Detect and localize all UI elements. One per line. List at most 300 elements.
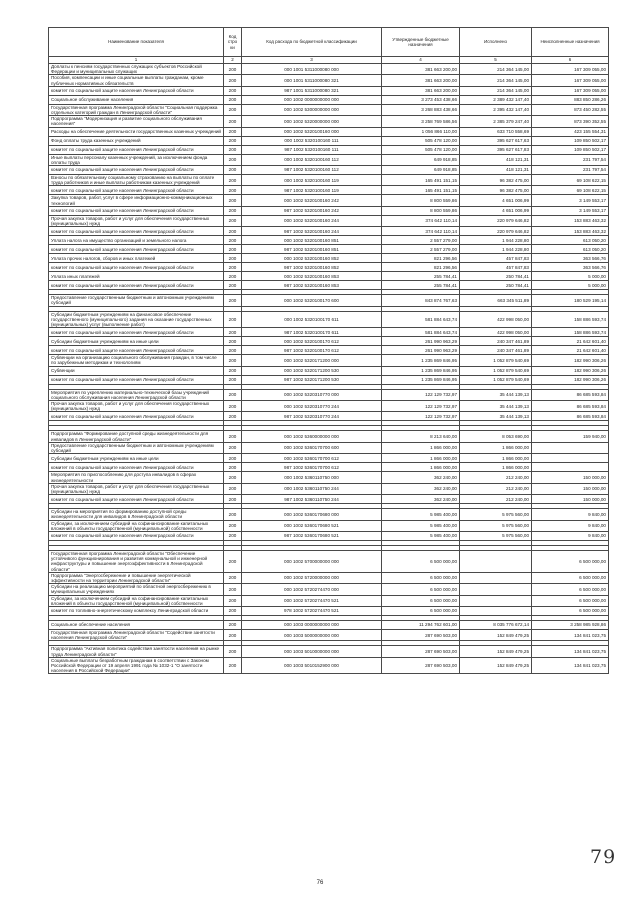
row-name: комитет по социальной защите населения Ленинградской области — [49, 145, 224, 154]
header-approved: Утвержденные бюджетные назначения — [382, 28, 460, 57]
row-line-code: 200 — [224, 166, 242, 175]
row-line-code: 200 — [224, 186, 242, 195]
row-executed: 395 627 617,63 — [460, 136, 532, 145]
row-unexecuted: 9 840,00 — [532, 509, 609, 520]
row-executed: 457 847,83 — [460, 263, 532, 272]
table-row — [49, 355, 609, 366]
column-number-row — [49, 57, 609, 64]
row-classification-code: 000 1002 5360170680 521 — [242, 520, 382, 531]
row-name: комитет по социальной защите населения Ленинградской области — [49, 495, 224, 504]
row-approved: 1 235 869 846,95 — [382, 366, 460, 375]
row-unexecuted: 109 850 502,17 — [532, 136, 609, 145]
row-name: Предоставление государственным бюджетным и автономным учреждениям субсидий — [49, 295, 224, 306]
row-classification-code: 000 1002 5320100170 600 — [242, 295, 382, 306]
row-name: комитет по социальной защите населения Ленинградской области — [49, 412, 224, 421]
row-line-code: 200 — [224, 195, 242, 206]
row-classification-code: 000 1002 5320171200 000 — [242, 355, 382, 366]
row-unexecuted: 182 990 306,26 — [532, 375, 609, 384]
row-name: Расходы на обеспечение деятельности государственных казенных учреждений — [49, 127, 224, 136]
table-row — [49, 175, 609, 186]
row-executed: 214 364 145,00 — [460, 86, 532, 95]
row-executed: 1 052 879 540,69 — [460, 375, 532, 384]
table-row — [49, 520, 609, 531]
row-line-code: 200 — [224, 136, 242, 145]
row-approved: 8 800 559,86 — [382, 195, 460, 206]
row-approved: 261 990 963,29 — [382, 346, 460, 355]
row-unexecuted: 6 500 000,00 — [532, 595, 609, 606]
row-line-code: 200 — [224, 401, 242, 412]
row-classification-code: 987 1002 5320100160 853 — [242, 281, 382, 290]
row-line-code: 200 — [224, 629, 242, 640]
row-line-code: 200 — [224, 86, 242, 95]
row-approved: 165 491 151,15 — [382, 175, 460, 186]
row-approved: 1 235 869 846,95 — [382, 375, 460, 384]
row-approved: 362 240,00 — [382, 495, 460, 504]
row-unexecuted: 3 149 553,17 — [532, 206, 609, 215]
row-approved: 2 557 279,00 — [382, 236, 460, 245]
row-line-code: 200 — [224, 355, 242, 366]
row-unexecuted: 231 797,54 — [532, 154, 609, 165]
row-name: Подпрограмма "Энергосбережение и повышение энергетической эффективности на территории Ленинградской области" — [49, 572, 224, 583]
header-unexecuted: Неисполненные назначения — [532, 28, 609, 57]
table-row — [49, 227, 609, 236]
row-line-code: 200 — [224, 509, 242, 520]
row-unexecuted: 5 000,00 — [532, 272, 609, 281]
row-approved: 287 690 503,00 — [382, 657, 460, 674]
row-name: Субсидии бюджетным учреждениям на иные цели — [49, 454, 224, 463]
row-name: Субвенции — [49, 366, 224, 375]
table-row — [49, 328, 609, 337]
table-row — [49, 186, 609, 195]
row-unexecuted: 613 050,20 — [532, 245, 609, 254]
row-classification-code: 987 1002 5320100160 111 — [242, 145, 382, 154]
row-line-code: 200 — [224, 263, 242, 272]
row-name: комитет по социальной защите населения Ленинградской области — [49, 346, 224, 355]
row-classification-code: 987 1002 5360170700 612 — [242, 463, 382, 472]
table-row — [49, 463, 609, 472]
row-classification-code: 987 1002 5320100160 242 — [242, 206, 382, 215]
row-approved: 261 990 963,29 — [382, 337, 460, 346]
row-unexecuted: 134 841 023,75 — [532, 657, 609, 674]
row-approved: 505 478 120,00 — [382, 145, 460, 154]
table-row — [49, 366, 609, 375]
row-approved: 1 866 000,00 — [382, 463, 460, 472]
row-line-code: 200 — [224, 657, 242, 674]
row-classification-code: 000 1002 5320100160 852 — [242, 254, 382, 263]
row-line-code: 200 — [224, 311, 242, 328]
row-classification-code: 000 1002 5320310770 244 — [242, 401, 382, 412]
row-unexecuted: 6 500 000,00 — [532, 550, 609, 572]
row-line-code: 200 — [224, 463, 242, 472]
row-unexecuted: 109 850 502,17 — [532, 145, 609, 154]
row-approved: 1 866 000,00 — [382, 442, 460, 453]
row-executed: 240 347 461,89 — [460, 346, 532, 355]
row-executed: 1 866 000,00 — [460, 463, 532, 472]
row-unexecuted: 873 390 352,55 — [532, 116, 609, 127]
table-row — [49, 206, 609, 215]
row-approved: 821 296,56 — [382, 263, 460, 272]
row-line-code: 200 — [224, 472, 242, 483]
table-row — [49, 166, 609, 175]
row-approved: 381 663 200,00 — [382, 64, 460, 75]
row-executed: 212 240,00 — [460, 472, 532, 483]
row-approved: 374 642 110,14 — [382, 215, 460, 226]
row-executed: 5 975 560,00 — [460, 509, 532, 520]
row-approved: 287 690 503,00 — [382, 646, 460, 657]
row-executed: 240 347 461,89 — [460, 337, 532, 346]
row-approved: 381 663 200,00 — [382, 75, 460, 86]
row-approved: 122 129 732,97 — [382, 401, 460, 412]
table-row — [49, 509, 609, 520]
row-classification-code: 000 1002 5360110750 244 — [242, 483, 382, 494]
table-row — [49, 550, 609, 572]
row-approved: 287 690 503,00 — [382, 629, 460, 640]
row-classification-code: 000 1002 5320100160 851 — [242, 236, 382, 245]
row-executed: 2 385 379 247,40 — [460, 116, 532, 127]
row-approved: 11 294 762 601,00 — [382, 620, 460, 629]
row-unexecuted: 86 685 593,84 — [532, 389, 609, 400]
row-classification-code: 000 1002 5360000000 000 — [242, 431, 382, 442]
row-unexecuted: 3 258 985 928,86 — [532, 620, 609, 629]
row-classification-code: 000 1002 5320100160 111 — [242, 136, 382, 145]
row-unexecuted: 69 108 622,15 — [532, 186, 609, 195]
row-line-code: 200 — [224, 75, 242, 86]
table-row — [49, 472, 609, 483]
row-line-code: 200 — [224, 254, 242, 263]
row-approved: 581 884 643,74 — [382, 328, 460, 337]
row-name: Государственная программа Ленинградской области "Социальная поддержка отдельных категорий граждан в Ленинградской области" — [49, 104, 224, 115]
table-row — [49, 531, 609, 540]
row-unexecuted: 167 309 055,00 — [532, 64, 609, 75]
row-line-code: 200 — [224, 606, 242, 615]
row-name: комитет по социальной защите населения Ленинградской области — [49, 281, 224, 290]
row-executed — [460, 572, 532, 583]
row-executed: 422 998 050,00 — [460, 311, 532, 328]
row-approved: 362 240,00 — [382, 472, 460, 483]
row-executed — [460, 584, 532, 595]
table-row — [49, 620, 609, 629]
row-unexecuted: 86 685 593,84 — [532, 401, 609, 412]
row-executed: 35 444 139,13 — [460, 412, 532, 421]
row-line-code: 200 — [224, 389, 242, 400]
row-approved: 255 784,41 — [382, 272, 460, 281]
row-line-code: 200 — [224, 104, 242, 115]
budget-sheet — [48, 27, 608, 674]
row-executed: 212 240,00 — [460, 483, 532, 494]
row-name: комитет по социальной защите населения Ленинградской области — [49, 86, 224, 95]
row-classification-code: 000 1002 5720274470 521 — [242, 595, 382, 606]
row-line-code: 200 — [224, 64, 242, 75]
row-approved: 6 500 000,00 — [382, 572, 460, 583]
row-name: Подпрограмма "Модернизация и развитие социального обслуживания населения" — [49, 116, 224, 127]
row-line-code: 200 — [224, 154, 242, 165]
row-unexecuted: 21 642 601,40 — [532, 337, 609, 346]
table-row — [49, 311, 609, 328]
row-approved: 5 985 400,00 — [382, 520, 460, 531]
row-classification-code: 000 1003 0000000000 000 — [242, 620, 382, 629]
row-name: комитет по социальной защите населения Ленинградской области — [49, 186, 224, 195]
row-name: Мероприятия по приспособлению для доступа инвалидов в сферах жизнедеятельности — [49, 472, 224, 483]
row-executed: 457 847,83 — [460, 254, 532, 263]
row-classification-code: 000 1002 5360170680 000 — [242, 509, 382, 520]
page-number: 76 — [316, 880, 324, 886]
row-classification-code: 000 1003 5010152900 000 — [242, 657, 382, 674]
row-classification-code: 000 1002 5320100160 853 — [242, 272, 382, 281]
table-row — [49, 495, 609, 504]
row-classification-code: 000 1001 5311000080 321 — [242, 75, 382, 86]
row-line-code: 200 — [224, 227, 242, 236]
row-approved: 5 985 400,00 — [382, 509, 460, 520]
row-line-code: 200 — [224, 572, 242, 583]
row-name: комитет по социальной защите населения Ленинградской области — [49, 375, 224, 384]
row-unexecuted — [532, 454, 609, 463]
row-approved: 505 478 120,00 — [382, 136, 460, 145]
row-approved: 1 056 866 110,00 — [382, 127, 460, 136]
row-unexecuted: 86 685 593,84 — [532, 412, 609, 421]
row-approved: 6 500 000,00 — [382, 595, 460, 606]
row-approved: 581 884 643,74 — [382, 311, 460, 328]
row-approved: 362 240,00 — [382, 483, 460, 494]
row-name: Уплата иных платежей — [49, 272, 224, 281]
table-row — [49, 245, 609, 254]
row-name: Государственная программа Ленинградской области "Обеспечение устойчивого функционирования и развития коммунальной и инженерной инфраструктуры и повышение энергоэффективности в Ленинградской области" — [49, 550, 224, 572]
row-line-code: 200 — [224, 520, 242, 531]
row-approved: 374 642 110,14 — [382, 227, 460, 236]
row-unexecuted: 182 990 306,26 — [532, 355, 609, 366]
row-executed: 212 240,00 — [460, 495, 532, 504]
row-approved: 843 874 767,63 — [382, 295, 460, 306]
row-unexecuted: 363 566,76 — [532, 254, 609, 263]
table-row — [49, 442, 609, 453]
header-line-code: Код стро ки — [224, 28, 242, 57]
row-unexecuted — [532, 463, 609, 472]
row-approved: 3 273 453 438,66 — [382, 95, 460, 104]
row-executed: 5 975 560,00 — [460, 531, 532, 540]
row-unexecuted: 180 529 195,14 — [532, 295, 609, 306]
row-name: комитет по социальной защите населения Ленинградской области — [49, 531, 224, 540]
row-unexecuted: 158 886 593,74 — [532, 311, 609, 328]
row-classification-code: 000 1002 5320171200 530 — [242, 366, 382, 375]
table-row — [49, 272, 609, 281]
row-unexecuted: 21 642 601,40 — [532, 346, 609, 355]
row-classification-code: 987 1002 5320100170 611 — [242, 328, 382, 337]
row-approved: 1 235 869 846,95 — [382, 355, 460, 366]
row-line-code: 200 — [224, 346, 242, 355]
table-row — [49, 595, 609, 606]
row-line-code: 200 — [224, 584, 242, 595]
column-number: 5 — [460, 57, 532, 64]
row-unexecuted: 9 840,00 — [532, 531, 609, 540]
row-approved: 6 500 000,00 — [382, 584, 460, 595]
table-row — [49, 389, 609, 400]
row-classification-code: 000 1002 5720274470 000 — [242, 584, 382, 595]
row-unexecuted: 9 840,00 — [532, 520, 609, 531]
table-row — [49, 95, 609, 104]
row-unexecuted: 6 500 000,00 — [532, 584, 609, 595]
row-approved: 649 918,85 — [382, 154, 460, 165]
row-name: комитет по социальной защите населения Ленинградской области — [49, 227, 224, 236]
row-executed — [460, 606, 532, 615]
row-name: комитет по социальной защите населения Ленинградской области — [49, 263, 224, 272]
row-classification-code: 000 1002 5320310770 000 — [242, 389, 382, 400]
row-line-code: 200 — [224, 550, 242, 572]
row-approved: 5 985 400,00 — [382, 531, 460, 540]
row-executed: 418 121,31 — [460, 166, 532, 175]
row-line-code: 200 — [224, 531, 242, 540]
header-indicator-name: Наименование показателя — [49, 28, 224, 57]
row-name: Фонд оплаты труда казенных учреждений — [49, 136, 224, 145]
row-unexecuted: 6 500 000,00 — [532, 572, 609, 583]
row-executed: 1 866 000,00 — [460, 442, 532, 453]
table-row — [49, 215, 609, 226]
handwritten-sheet-number: 79 — [590, 846, 617, 868]
row-line-code: 200 — [224, 431, 242, 442]
row-executed: 8 053 690,00 — [460, 431, 532, 442]
row-executed: 214 364 145,00 — [460, 64, 532, 75]
row-executed: 633 710 558,69 — [460, 127, 532, 136]
row-executed: 418 121,31 — [460, 154, 532, 165]
row-name: Предоставление государственным бюджетным и автономным учреждениям субсидий — [49, 442, 224, 453]
row-name: Субсидии, за исключением субсидий на софинансирование капитальных вложений в объекты государственной (муниципальной) собственности — [49, 595, 224, 606]
table-header-row — [49, 28, 609, 57]
row-approved: 821 296,56 — [382, 254, 460, 263]
row-name: Субвенции на организацию социального обслуживания граждан, в том числе по зарубежным методикам и технологиям — [49, 355, 224, 366]
row-name: Социальное обслуживание населения — [49, 95, 224, 104]
row-name: Прочая закупка товаров, работ и услуг для обеспечения государственных (муниципальных) нужд — [49, 401, 224, 412]
table-row — [49, 646, 609, 657]
table-row — [49, 104, 609, 115]
row-name: Мероприятия по укреплению материально-технической базы учреждений социального обслуживания населения Ленинградской области — [49, 389, 224, 400]
row-line-code: 200 — [224, 236, 242, 245]
row-name: комитет по социальной защите населения Ленинградской области — [49, 166, 224, 175]
row-unexecuted: 423 155 554,31 — [532, 127, 609, 136]
table-row — [49, 346, 609, 355]
row-unexecuted: 153 883 463,32 — [532, 215, 609, 226]
row-classification-code: 000 1003 5010000000 000 — [242, 646, 382, 657]
row-unexecuted: 69 108 622,15 — [532, 175, 609, 186]
row-executed: 1 052 879 540,69 — [460, 355, 532, 366]
row-name: Подпрограмма "Формирование доступной среды жизнедеятельности для инвалидов в Ленинградской области" — [49, 431, 224, 442]
row-unexecuted: 873 450 282,55 — [532, 104, 609, 115]
row-executed — [460, 550, 532, 572]
row-classification-code: 000 1002 5300000000 000 — [242, 104, 382, 115]
row-classification-code: 987 1002 5320100160 852 — [242, 263, 382, 272]
row-unexecuted: 159 940,00 — [532, 431, 609, 442]
row-unexecuted: 134 841 023,75 — [532, 629, 609, 640]
row-approved: 255 784,41 — [382, 281, 460, 290]
table-row — [49, 572, 609, 583]
row-classification-code: 000 1002 5320100160 244 — [242, 215, 382, 226]
row-unexecuted: 883 850 286,26 — [532, 95, 609, 104]
row-approved: 3 268 883 438,66 — [382, 104, 460, 115]
header-classification-code: Код расхода по бюджетной классификации — [242, 28, 382, 57]
table-row — [49, 431, 609, 442]
row-name: комитет по топливно-энергетическому комплексу Ленинградской области — [49, 606, 224, 615]
row-executed: 35 444 139,13 — [460, 389, 532, 400]
row-classification-code: 987 1002 5360170680 521 — [242, 531, 382, 540]
row-name: Субсидии бюджетным учреждениям на иные цели — [49, 337, 224, 346]
row-approved: 122 129 732,97 — [382, 412, 460, 421]
table-row — [49, 606, 609, 615]
table-row — [49, 116, 609, 127]
row-approved: 8 800 559,86 — [382, 206, 460, 215]
table-row — [49, 629, 609, 640]
row-classification-code: 987 1002 5320100160 851 — [242, 245, 382, 254]
row-executed: 96 382 475,00 — [460, 186, 532, 195]
row-line-code: 200 — [224, 175, 242, 186]
row-line-code: 200 — [224, 145, 242, 154]
row-executed: 214 364 145,00 — [460, 75, 532, 86]
row-executed: 1 052 879 540,69 — [460, 366, 532, 375]
row-classification-code: 000 1002 5360110750 000 — [242, 472, 382, 483]
table-row — [49, 454, 609, 463]
row-name: Субсидии, за исключением субсидий на софинансирование капитальных вложений в объекты государственной (муниципальной) собственности — [49, 520, 224, 531]
row-executed: 35 444 139,13 — [460, 401, 532, 412]
row-executed: 8 035 776 672,14 — [460, 620, 532, 629]
row-executed: 4 651 006,99 — [460, 206, 532, 215]
row-unexecuted: 158 886 593,74 — [532, 328, 609, 337]
row-executed: 96 382 475,00 — [460, 175, 532, 186]
row-line-code: 200 — [224, 245, 242, 254]
row-approved: 165 491 151,15 — [382, 186, 460, 195]
row-name: комитет по социальной защите населения Ленинградской области — [49, 245, 224, 254]
row-executed: 1 944 228,80 — [460, 236, 532, 245]
row-executed: 422 998 050,00 — [460, 328, 532, 337]
row-approved: 381 663 200,00 — [382, 86, 460, 95]
row-line-code: 200 — [224, 646, 242, 657]
row-classification-code: 000 1002 0000000000 000 — [242, 95, 382, 104]
row-classification-code: 000 1002 5360170700 600 — [242, 442, 382, 453]
row-unexecuted: 363 566,76 — [532, 263, 609, 272]
budget-execution-table — [48, 27, 609, 674]
row-classification-code: 987 1002 5320310770 244 — [242, 412, 382, 421]
row-line-code: 200 — [224, 366, 242, 375]
header-executed: Исполнено — [460, 28, 532, 57]
row-name: Уплата прочих налогов, сборов и иных платежей — [49, 254, 224, 263]
row-executed: 152 849 479,25 — [460, 629, 532, 640]
row-classification-code: 978 1002 5720274470 521 — [242, 606, 382, 615]
row-line-code: 200 — [224, 206, 242, 215]
column-number: 4 — [382, 57, 460, 64]
row-classification-code: 987 1002 5320100160 112 — [242, 166, 382, 175]
row-unexecuted: 182 990 306,26 — [532, 366, 609, 375]
row-name: комитет по социальной защите населения Ленинградской области — [49, 463, 224, 472]
row-executed: 250 784,41 — [460, 272, 532, 281]
row-approved: 649 918,85 — [382, 166, 460, 175]
row-unexecuted: 150 000,00 — [532, 472, 609, 483]
row-name: Социальные выплаты безработным гражданам в соответствии с Законом Российской Федерации от 19 апреля 1991 года № 1032-1 "О занятости населения в Российской Федерации" — [49, 657, 224, 674]
table-row — [49, 127, 609, 136]
row-line-code: 200 — [224, 95, 242, 104]
row-line-code: 200 — [224, 595, 242, 606]
row-executed — [460, 595, 532, 606]
table-row — [49, 254, 609, 263]
row-approved: 8 213 640,00 — [382, 431, 460, 442]
table-row — [49, 75, 609, 86]
row-executed: 1 944 228,80 — [460, 245, 532, 254]
table-row — [49, 337, 609, 346]
row-executed: 152 849 479,25 — [460, 657, 532, 674]
row-line-code: 200 — [224, 483, 242, 494]
row-unexecuted: 5 000,00 — [532, 281, 609, 290]
table-row — [49, 136, 609, 145]
row-approved: 6 500 000,00 — [382, 606, 460, 615]
row-executed: 395 627 617,83 — [460, 145, 532, 154]
row-line-code: 200 — [224, 272, 242, 281]
row-approved: 2 557 279,00 — [382, 245, 460, 254]
row-name: Субсидии бюджетным учреждениям на финансовое обеспечение государственного (муниципального) задания на оказание государственных (муниципальных) услуг (выполнение работ) — [49, 311, 224, 328]
column-number: 2 — [224, 57, 242, 64]
